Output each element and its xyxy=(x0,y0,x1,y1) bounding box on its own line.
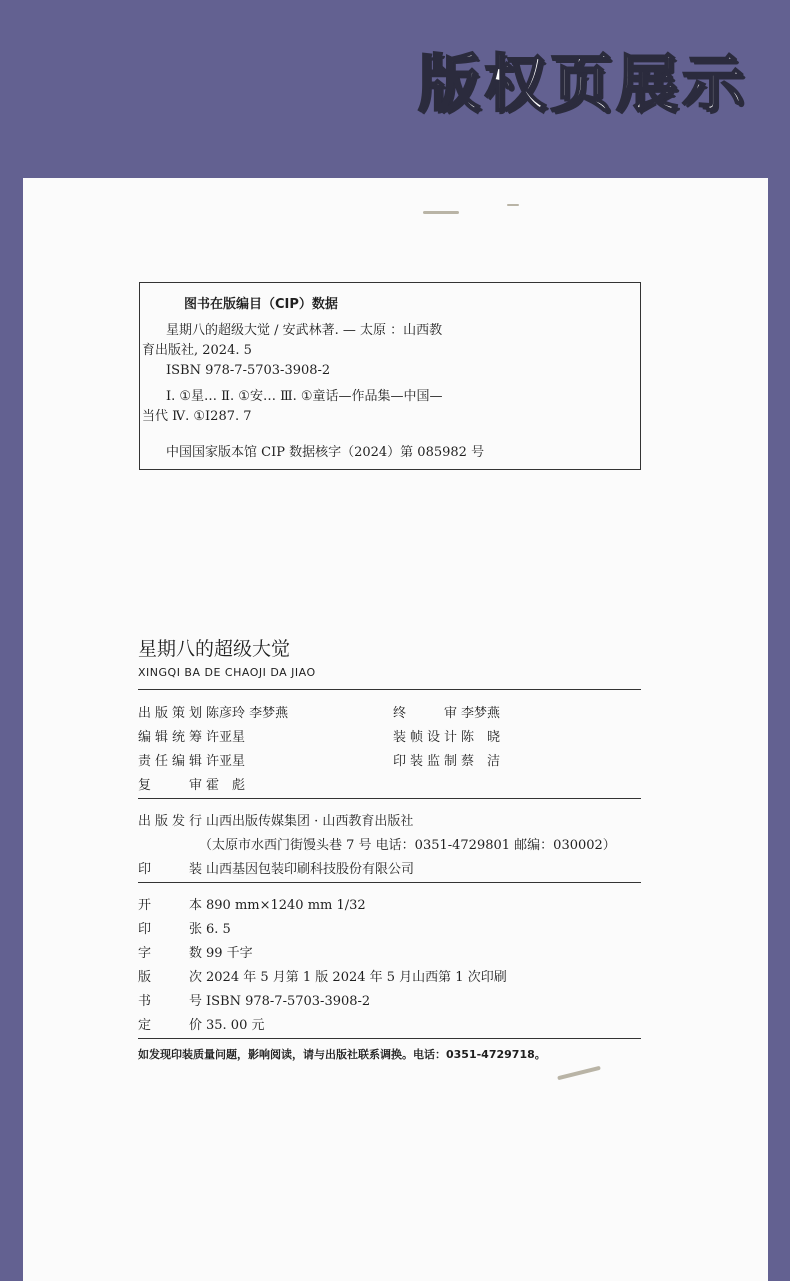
credit-label: 编辑统筹 xyxy=(138,730,202,745)
book-title-pinyin: XINGQI BA DE CHAOJI DA JIAO xyxy=(138,666,316,679)
credit-label: 印装监制 xyxy=(393,754,457,769)
spec-words xyxy=(138,942,253,961)
publish-label: 出版发行 xyxy=(138,814,202,829)
credit-coordinator xyxy=(138,726,245,745)
spec-label: 定 价 xyxy=(138,1018,202,1033)
cip-data-box xyxy=(139,282,641,470)
spec-isbn xyxy=(138,990,370,1009)
spec-format xyxy=(138,894,366,913)
publish-value: 山西出版传媒集团 · 山西教育出版社 xyxy=(206,814,414,829)
credit-label: 终 审 xyxy=(393,706,457,721)
cip-line: 育出版社, 2024. 5 xyxy=(142,343,252,358)
spec-value: 2024 年 5 月第 1 版 2024 年 5 月山西第 1 次印刷 xyxy=(206,970,507,985)
spec-value: 6. 5 xyxy=(206,922,231,937)
cip-isbn: ISBN 978-7-5703-3908-2 xyxy=(166,363,331,378)
credit-value: 蔡 洁 xyxy=(461,754,501,769)
credit-label: 出版策划 xyxy=(138,706,202,721)
credit-label: 装帧设计 xyxy=(393,730,457,745)
spec-label: 书 号 xyxy=(138,994,202,1009)
paper-speck xyxy=(423,211,459,214)
credit-planner xyxy=(138,702,288,721)
credit-label: 复 审 xyxy=(138,778,202,793)
credit-value: 许亚星 xyxy=(206,754,246,769)
spec-label: 印 张 xyxy=(138,922,202,937)
divider xyxy=(138,882,641,883)
credit-design xyxy=(393,726,500,745)
spec-label: 字 数 xyxy=(138,946,202,961)
cip-title: 图书在版编目（CIP）数据 xyxy=(184,297,338,312)
spec-edition xyxy=(138,966,507,985)
cip-number: 中国国家版本馆 CIP 数据核字（2024）第 085982 号 xyxy=(166,445,485,460)
credit-label: 责任编辑 xyxy=(138,754,202,769)
credit-value: 陈 晓 xyxy=(461,730,501,745)
spec-value: ISBN 978-7-5703-3908-2 xyxy=(206,994,371,1009)
divider xyxy=(138,689,641,690)
book-title: 星期八的超级大觉 xyxy=(138,638,291,660)
copyright-page xyxy=(23,178,768,1281)
divider xyxy=(138,798,641,799)
spec-value: 35. 00 元 xyxy=(206,1018,265,1033)
credit-editor xyxy=(138,750,245,769)
spec-label: 版 次 xyxy=(138,970,202,985)
cip-classification: 当代 Ⅳ. ①I287. 7 xyxy=(142,409,252,424)
publish-label: 印 装 xyxy=(138,862,202,877)
spec-sheets xyxy=(138,918,231,937)
spec-value: 99 千字 xyxy=(206,946,253,961)
divider xyxy=(138,1038,641,1039)
credit-print-supervisor xyxy=(393,750,500,769)
cip-line: 星期八的超级大觉 / 安武林著. — 太原 ：山西教 xyxy=(166,323,443,338)
credit-final-review xyxy=(393,702,500,721)
paper-speck xyxy=(557,1066,601,1081)
credit-review xyxy=(138,774,245,793)
paper-speck xyxy=(507,204,519,206)
credit-value: 李梦燕 xyxy=(461,706,501,721)
credit-value: 陈彦玲 李梦燕 xyxy=(206,706,289,721)
publisher-row xyxy=(138,810,413,829)
banner-title: 版权页展示 xyxy=(417,47,748,120)
cip-classification: Ⅰ. ①星… Ⅱ. ①安… Ⅲ. ①童话—作品集—中国— xyxy=(166,389,443,404)
publish-value: 山西基因包装印刷科技股份有限公司 xyxy=(206,862,415,877)
spec-value: 890 mm×1240 mm 1/32 xyxy=(206,898,366,913)
spec-label: 开 本 xyxy=(138,898,202,913)
credit-value: 霍 彪 xyxy=(206,778,246,793)
spec-price xyxy=(138,1014,264,1033)
credit-value: 许亚星 xyxy=(206,730,246,745)
printer-row xyxy=(138,858,414,877)
quality-notice: 如发现印装质量问题，影响阅读，请与出版社联系调换。电话：0351-4729718。 xyxy=(138,1048,546,1061)
publisher-address: （太原市水西门街馒头巷 7 号 电话：0351-4729801 邮编：030002） xyxy=(199,838,616,853)
